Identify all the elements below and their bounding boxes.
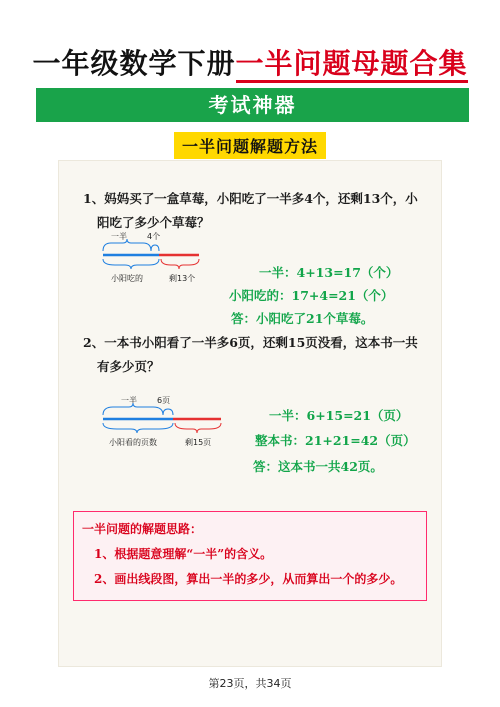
diagram-1-eaten-label: 小阳吃的 bbox=[111, 274, 143, 283]
tips-item-2: 2、画出线段图，算出一半的多少，从而算出一个的多少。 bbox=[94, 572, 403, 586]
problem-1-answer-3: 答：小阳吃了21个草莓。 bbox=[231, 311, 374, 326]
problem-1-answer-2: 小阳吃的：17+4=21（个） bbox=[229, 288, 394, 303]
problem-1-text bbox=[83, 187, 418, 235]
tips-item-1: 1、根据题意理解“一半”的含义。 bbox=[94, 547, 273, 561]
problem-2-answer-1: 一半：6+15=21（页） bbox=[269, 408, 409, 423]
problem-2-text bbox=[83, 331, 418, 379]
subtitle-wrap bbox=[0, 132, 500, 159]
diagram-2-half-brace bbox=[103, 403, 163, 415]
diagram-1-extra-label: 4个 bbox=[147, 232, 161, 241]
diagram-1-eaten-brace bbox=[103, 259, 159, 269]
solving-tips-box bbox=[73, 511, 427, 601]
banner: 考试神器 bbox=[36, 88, 469, 122]
diagram-1-rest-label: 剩13个 bbox=[169, 274, 196, 283]
problem-2-line-diagram bbox=[99, 393, 229, 449]
problem-1-line2: 阳吃了多少个草莓？ bbox=[97, 215, 210, 230]
diagram-2-extra-label: 6页 bbox=[157, 396, 171, 405]
diagram-2-rest-brace bbox=[175, 423, 221, 433]
diagram-2-rest-label: 剩15页 bbox=[185, 438, 212, 447]
title-red-part: 一半问题母题合集 bbox=[236, 47, 468, 83]
problem-2-answer-3: 答：这本书一共42页。 bbox=[253, 459, 383, 474]
problem-2-answer-2: 整本书：21+21=42（页） bbox=[255, 433, 416, 448]
diagram-1-extra-brace bbox=[151, 245, 159, 251]
worksheet-paper bbox=[58, 160, 442, 667]
diagram-2-extra-brace bbox=[163, 409, 173, 415]
page-footer: 第23页，共34页 bbox=[208, 677, 292, 690]
diagram-1-rest-brace bbox=[161, 259, 199, 269]
title-black-part: 一年级数学下册 bbox=[32, 47, 236, 80]
problem-2-line2: 有多少页？ bbox=[97, 359, 160, 374]
page-title bbox=[0, 42, 500, 82]
diagram-2-half-label: 一半 bbox=[121, 396, 137, 405]
diagram-1-half-label: 一半 bbox=[111, 232, 127, 241]
tips-heading: 一半问题的解题思路： bbox=[82, 522, 203, 536]
problem-1-line-diagram bbox=[99, 229, 209, 285]
problem-1-answer-1: 一半：4+13=17（个） bbox=[259, 265, 399, 280]
problem-1-line1: 1、妈妈买了一盒草莓，小阳吃了一半多4个，还剩13个，小 bbox=[83, 191, 418, 206]
diagram-2-read-label: 小阳看的页数 bbox=[109, 438, 157, 447]
diagram-2-read-brace bbox=[103, 423, 173, 433]
section-subtitle: 一半问题解题方法 bbox=[174, 132, 326, 159]
problem-2-line1: 2、一本书小阳看了一半多6页，还剩15页没看，这本书一共 bbox=[83, 335, 418, 350]
